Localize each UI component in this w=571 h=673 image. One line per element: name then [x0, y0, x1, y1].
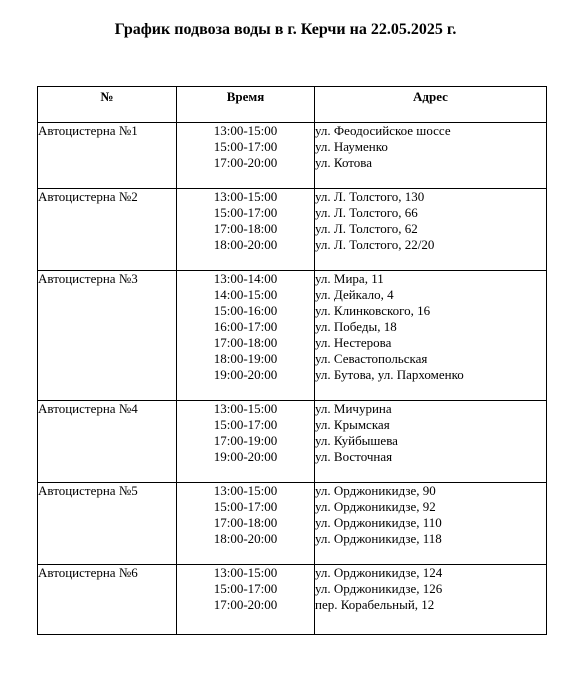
time-slot: 17:00-20:00: [213, 597, 278, 612]
truck-name-cell: Автоцистерна №6: [38, 565, 177, 635]
time-slots-cell: [177, 123, 315, 189]
time-slot: 15:00-17:00: [213, 581, 278, 596]
address-item: ул. Науменко: [315, 139, 388, 154]
truck-name-cell: Автоцистерна №1: [38, 123, 177, 189]
time-slots-cell: [177, 401, 315, 483]
table-row: [38, 483, 547, 565]
time-slot: 17:00-20:00: [213, 155, 278, 170]
water-schedule-table: [37, 86, 547, 635]
address-item: ул. Л. Толстого, 130: [315, 189, 425, 204]
time-slots-cell: [177, 565, 315, 635]
address-item: ул. Восточная: [315, 449, 393, 464]
addresses-cell: [315, 401, 547, 483]
time-slots-cell: [177, 483, 315, 565]
address-item: ул. Орджоникидзе, 90: [315, 483, 436, 498]
address-item: ул. Л. Толстого, 66: [315, 205, 418, 220]
time-slot: 15:00-17:00: [213, 139, 278, 154]
address-item: ул. Орджоникидзе, 92: [315, 499, 436, 514]
truck-name-cell: Автоцистерна №5: [38, 483, 177, 565]
table-row: [38, 401, 547, 483]
document-title: График подвоза воды в г. Керчи на 22.05.2025 г.: [114, 21, 457, 38]
time-slot: 16:00-17:00: [213, 319, 278, 334]
addresses-cell: [315, 271, 547, 401]
time-slot: 19:00-20:00: [213, 449, 278, 464]
time-slot: 13:00-15:00: [213, 189, 278, 204]
addresses-cell: [315, 483, 547, 565]
time-slot: 15:00-17:00: [213, 499, 278, 514]
table-body: [38, 123, 547, 635]
time-slot: 18:00-20:00: [213, 237, 278, 252]
address-item: ул. Бутова, ул. Пархоменко: [315, 367, 464, 382]
addresses-cell: [315, 565, 547, 635]
time-slot: 18:00-20:00: [213, 531, 278, 546]
time-slot: 15:00-16:00: [213, 303, 278, 318]
time-slot: 13:00-15:00: [213, 123, 278, 138]
table-row: [38, 189, 547, 271]
time-slot: 15:00-17:00: [213, 205, 278, 220]
time-slots-cell: [177, 271, 315, 401]
address-item: ул. Куйбышева: [315, 433, 398, 448]
time-slot: 13:00-15:00: [213, 401, 278, 416]
address-item: ул. Л. Толстого, 62: [315, 221, 418, 236]
time-slot: 13:00-15:00: [213, 483, 278, 498]
truck-name-cell: Автоцистерна №2: [38, 189, 177, 271]
header-address: Адрес: [315, 87, 547, 123]
time-slot: 13:00-14:00: [213, 271, 278, 286]
time-slot: 17:00-18:00: [213, 335, 278, 350]
header-number: №: [38, 87, 177, 123]
address-item: ул. Победы, 18: [315, 319, 397, 334]
header-time: Время: [177, 87, 315, 123]
address-item: ул. Орджоникидзе, 118: [315, 531, 442, 546]
time-slot: 14:00-15:00: [213, 287, 278, 302]
address-item: ул. Орджоникидзе, 110: [315, 515, 442, 530]
address-item: ул. Орджоникидзе, 126: [315, 581, 443, 596]
truck-name-cell: Автоцистерна №3: [38, 271, 177, 401]
addresses-cell: [315, 123, 547, 189]
address-item: ул. Крымская: [315, 417, 390, 432]
address-item: ул. Мичурина: [315, 401, 392, 416]
time-slot: 17:00-18:00: [213, 515, 278, 530]
address-item: ул. Котова: [315, 155, 373, 170]
address-item: ул. Клинковского, 16: [315, 303, 431, 318]
addresses-cell: [315, 189, 547, 271]
time-slot: 17:00-19:00: [213, 433, 278, 448]
address-item: ул. Севастопольская: [315, 351, 428, 366]
time-slot: 17:00-18:00: [213, 221, 278, 236]
time-slot: 13:00-15:00: [213, 565, 278, 580]
time-slot: 19:00-20:00: [213, 367, 278, 382]
address-item: ул. Феодосийское шоссе: [315, 123, 451, 138]
time-slot: 18:00-19:00: [213, 351, 278, 366]
time-slots-cell: [177, 189, 315, 271]
address-item: ул. Л. Толстого, 22/20: [315, 237, 435, 252]
address-item: пер. Корабельный, 12: [315, 597, 435, 612]
address-item: ул. Орджоникидзе, 124: [315, 565, 443, 580]
time-slot: 15:00-17:00: [213, 417, 278, 432]
table-row: [38, 271, 547, 401]
table-row: [38, 565, 547, 635]
table-row: [38, 123, 547, 189]
truck-name-cell: Автоцистерна №4: [38, 401, 177, 483]
address-item: ул. Дейкало, 4: [315, 287, 394, 302]
table-header-row: [38, 87, 547, 123]
address-item: ул. Мира, 11: [315, 271, 384, 286]
address-item: ул. Нестерова: [315, 335, 392, 350]
